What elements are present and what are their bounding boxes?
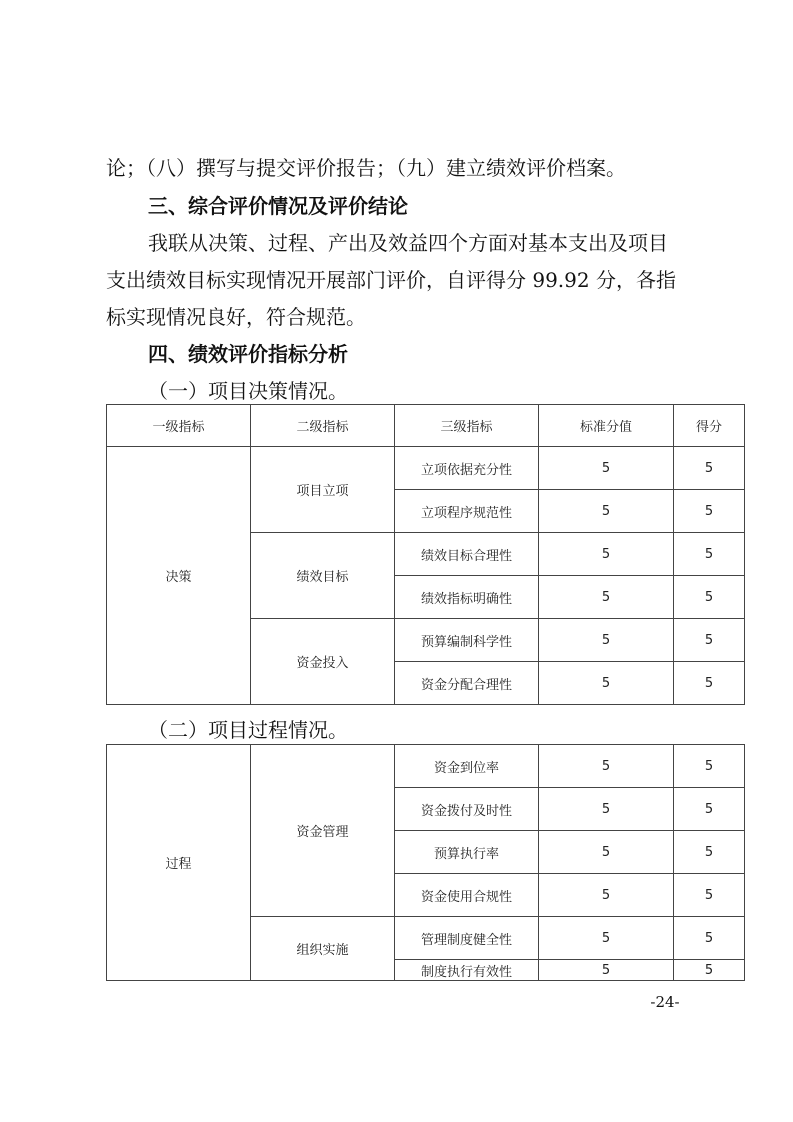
paragraph-continuation: 论；（八）撰写与提交评价报告；（九）建立绩效评价档案。 xyxy=(106,156,626,180)
level3-cell: 立项程序规范性 xyxy=(395,490,539,533)
table-row xyxy=(107,447,745,490)
score-cell: 5 xyxy=(674,960,745,981)
table-row xyxy=(107,745,745,788)
header-cell: 得分 xyxy=(674,405,745,447)
standard-cell: 5 xyxy=(539,960,674,981)
standard-cell: 5 xyxy=(539,788,674,831)
paragraph-line: 标实现情况良好，符合规范。 xyxy=(106,305,366,329)
header-cell: 三级指标 xyxy=(395,405,539,447)
score-cell: 5 xyxy=(674,745,745,788)
level2-cell: 绩效目标 xyxy=(251,533,395,619)
standard-cell: 5 xyxy=(539,490,674,533)
standard-cell: 5 xyxy=(539,874,674,917)
level3-cell: 预算编制科学性 xyxy=(395,619,539,662)
level3-cell: 资金分配合理性 xyxy=(395,662,539,705)
score-cell: 5 xyxy=(674,576,745,619)
section-heading-3: 三、综合评价情况及评价结论 xyxy=(148,194,408,218)
level3-cell: 资金使用合规性 xyxy=(395,874,539,917)
score-cell: 5 xyxy=(674,831,745,874)
level2-cell: 资金投入 xyxy=(251,619,395,705)
subsection-heading-1: （一）项目决策情况。 xyxy=(148,379,348,403)
subsection-heading-2: （二）项目过程情况。 xyxy=(148,718,348,742)
level3-cell: 管理制度健全性 xyxy=(395,917,539,960)
score-cell: 5 xyxy=(674,662,745,705)
score-cell: 5 xyxy=(674,447,745,490)
standard-cell: 5 xyxy=(539,576,674,619)
header-cell: 二级指标 xyxy=(251,405,395,447)
standard-cell: 5 xyxy=(539,831,674,874)
level3-cell: 资金到位率 xyxy=(395,745,539,788)
level3-cell: 绩效目标合理性 xyxy=(395,533,539,576)
header-cell: 标准分值 xyxy=(539,405,674,447)
process-indicator-table xyxy=(106,744,745,981)
level3-cell: 绩效指标明确性 xyxy=(395,576,539,619)
standard-cell: 5 xyxy=(539,917,674,960)
standard-cell: 5 xyxy=(539,745,674,788)
page-number: -24- xyxy=(650,993,680,1011)
level3-cell: 预算执行率 xyxy=(395,831,539,874)
standard-cell: 5 xyxy=(539,619,674,662)
score-cell: 5 xyxy=(674,874,745,917)
score-cell: 5 xyxy=(674,490,745,533)
level1-cell: 过程 xyxy=(107,745,251,981)
score-cell: 5 xyxy=(674,619,745,662)
standard-cell: 5 xyxy=(539,447,674,490)
level1-cell: 决策 xyxy=(107,447,251,705)
paragraph-line: 支出绩效目标实现情况开展部门评价，自评得分 99.92 分，各指 xyxy=(106,268,676,292)
decision-indicator-table xyxy=(106,404,745,705)
header-cell: 一级指标 xyxy=(107,405,251,447)
score-cell: 5 xyxy=(674,788,745,831)
level3-cell: 制度执行有效性 xyxy=(395,960,539,981)
level3-cell: 资金拨付及时性 xyxy=(395,788,539,831)
score-cell: 5 xyxy=(674,917,745,960)
level2-cell: 组织实施 xyxy=(251,917,395,981)
table-header-row xyxy=(107,405,745,447)
standard-cell: 5 xyxy=(539,533,674,576)
section-heading-4: 四、绩效评价指标分析 xyxy=(148,342,348,366)
level2-cell: 项目立项 xyxy=(251,447,395,533)
level2-cell: 资金管理 xyxy=(251,745,395,917)
standard-cell: 5 xyxy=(539,662,674,705)
paragraph-line: 我联从决策、过程、产出及效益四个方面对基本支出及项目 xyxy=(148,231,668,255)
score-cell: 5 xyxy=(674,533,745,576)
level3-cell: 立项依据充分性 xyxy=(395,447,539,490)
